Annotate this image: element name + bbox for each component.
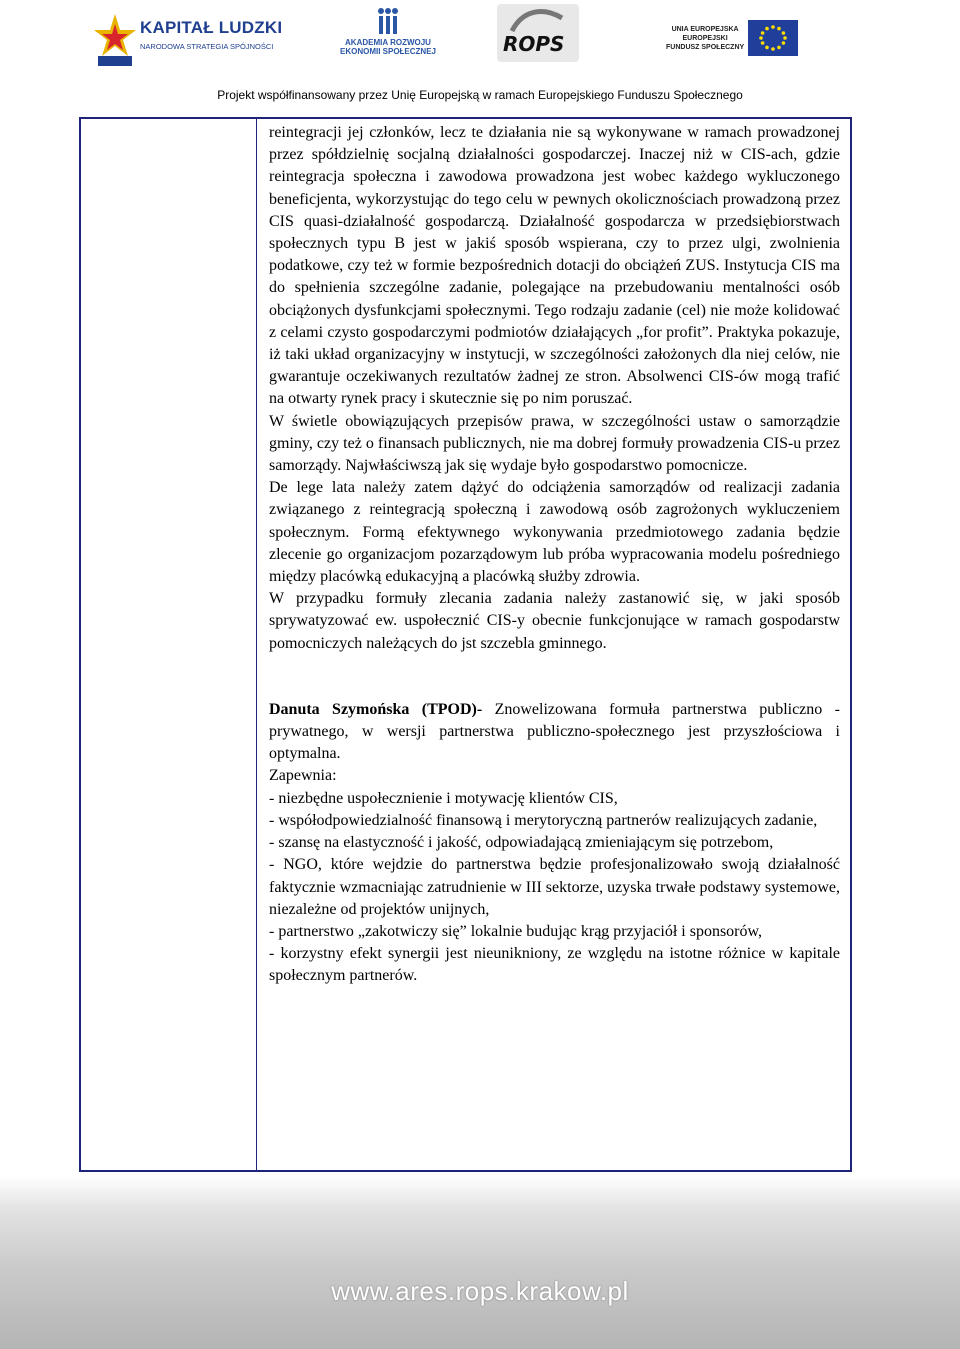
paragraph-2: W świetle obowiązujących przepisów prawa, w szczególności ustaw o samorządzie gminy, czy też o finansach publicznych, nie ma dobrej formuły prowadzenia CIS-u przez samorządy. Najwłaściwszą jak się wydaje było gospodarstwo pomocnicze. — [269, 412, 840, 475]
paragraph-1: reintegracji jej członków, lecz te działania nie są wykonywane w ramach prowadzonej przez spółdzielnię socjalną działalności gospodarczej. Inaczej niż w CIS-ach, gdzie reintegracja społeczna i zawodowa prowadzona jest wobec każdego wykluczonego beneficjenta, wykorzystując do tego celu w pewnych okolicznościach prowadzoną przez CIS quasi-działalność gospodarczą. Działalność gospodarcza w przedsiębiorstwach społecznych typu B jest w jakiś sposób wspierana, czy to przez ulgi, zwolnienia podatkowe, czy też w formie bezpośrednich dotacji do obciążeń ZUS. Instytucja CIS ma do spełnienia szczególne zadanie, polegające na przebudowaniu mentalności osób obciążonych dysfunkcjami społecznymi. Tego rodzaju zadanie (cel) nie może kolidować z celami czysto gospodarczymi podmiotów działających „for profit”. Praktyka pokazuje, iż taki układ organizacyjny w instytucji, w szczególności założonych dla niej celów, nie gwarantuje oczekiwanych rezultatów żadnej ze stron. Absolwenci CIS-ów mogą trafić na otwarty rynek pracy i skutecznie się po nim poruszać. — [269, 124, 840, 408]
eu-text — [666, 25, 744, 52]
paragraph-gap — [269, 655, 840, 677]
bullet-item: - szansę na elastyczność i jakość, odpowiadającą zmieniającym się potrzebom, — [269, 834, 774, 852]
ares-logo — [338, 4, 438, 64]
paragraph-gap — [269, 677, 840, 699]
paragraph-4: W przypadku formuły zlecania zadania należy zastanowić się, w jaki sposób sprywatyzować ew. uspołecznić CIS-y obecnie funkcjonujące w ramach gospodarstw pomocniczych należących do jst szczebla gminnego. — [269, 590, 840, 652]
bullet-item: - NGO, które wejdzie do partnerstwa będzie profesjonalizowało swoją działalność faktycznie wzmacniając zatrudnienie w III sektorze, uzyska trwałe podstawy systemowe, niezależne od projektów unijnych, — [269, 856, 840, 918]
ares-emblem-icon — [373, 6, 403, 36]
eu-logo — [652, 16, 802, 66]
bullet-item: - partnerstwo „zakotwiczy się” lokalnie budując krąg przyjaciół i sponsorów, — [269, 922, 763, 940]
kapital-ludzki-logo — [92, 10, 283, 70]
kapital-ludzki-subtitle: NARODOWA STRATEGIA SPÓJNOŚCI — [140, 42, 274, 51]
eu-line-2: EUROPEJSKI — [682, 35, 728, 42]
left-column — [81, 119, 257, 1170]
footer-url: www.ares.rops.krakow.pl — [331, 1276, 629, 1306]
bullet-item: - niezbędne uspołecznienie i motywację klientów CIS, — [269, 789, 618, 807]
bullet-item: - korzystny efekt synergii jest nieunikniony, ze względu na istotne różnice w kapitale społecznym partnerów. — [269, 945, 840, 985]
header-logos — [0, 0, 960, 82]
eu-line-3: FUNDUSZ SPOŁECZNY — [666, 44, 745, 51]
bullet-item: - współodpowiedzialność finansową i merytoryczną partnerów realizujących zadanie, — [269, 811, 818, 829]
kapital-ludzki-title: KAPITAŁ LUDZKI — [140, 18, 283, 37]
rops-logo — [497, 4, 579, 62]
paragraph-5-text: Znowelizowana formuła partnerstwa publiczno - prywatnego, w wersji partnerstwa publiczno-społecznego jest przyszłościowa i optymalna. — [269, 700, 840, 763]
zapewnia-label: Zapewnia: — [269, 767, 337, 785]
speaker-name: Danuta Szymońska (TPOD)- — [269, 700, 483, 718]
kapital-ludzki-emblem-icon — [92, 12, 138, 70]
ares-line-2: EKONOMII SPOŁECZNEJ — [339, 47, 436, 56]
eu-line-1: UNIA EUROPEJSKA — [671, 26, 739, 33]
ares-line-1: AKADEMIA ROZWOJU — [345, 38, 431, 47]
rops-text: ROPS — [503, 32, 565, 56]
cofinancing-line: Projekt współfinansowany przez Unię Europejską w ramach Europejskiego Funduszu Społecznego — [217, 88, 743, 102]
paragraph-5 — [269, 699, 840, 766]
eu-flag-icon — [748, 20, 798, 56]
right-column — [269, 122, 840, 988]
footer-band — [0, 1176, 960, 1349]
content-table — [79, 117, 852, 1172]
paragraph-3: De lege lata należy zatem dążyć do odciążenia samorządów od realizacji zadania związanego z reintegracją społeczną i zawodową osób zagrożonych wykluczeniem społecznym. Formą efektywnego wykonywania przedmiotowego zadania będzie zlecenie go organizacjom pozarządowym lub próba wypracowania modelu pośredniego między placówką edukacyjną a placówką służby zdrowia. — [269, 479, 840, 586]
